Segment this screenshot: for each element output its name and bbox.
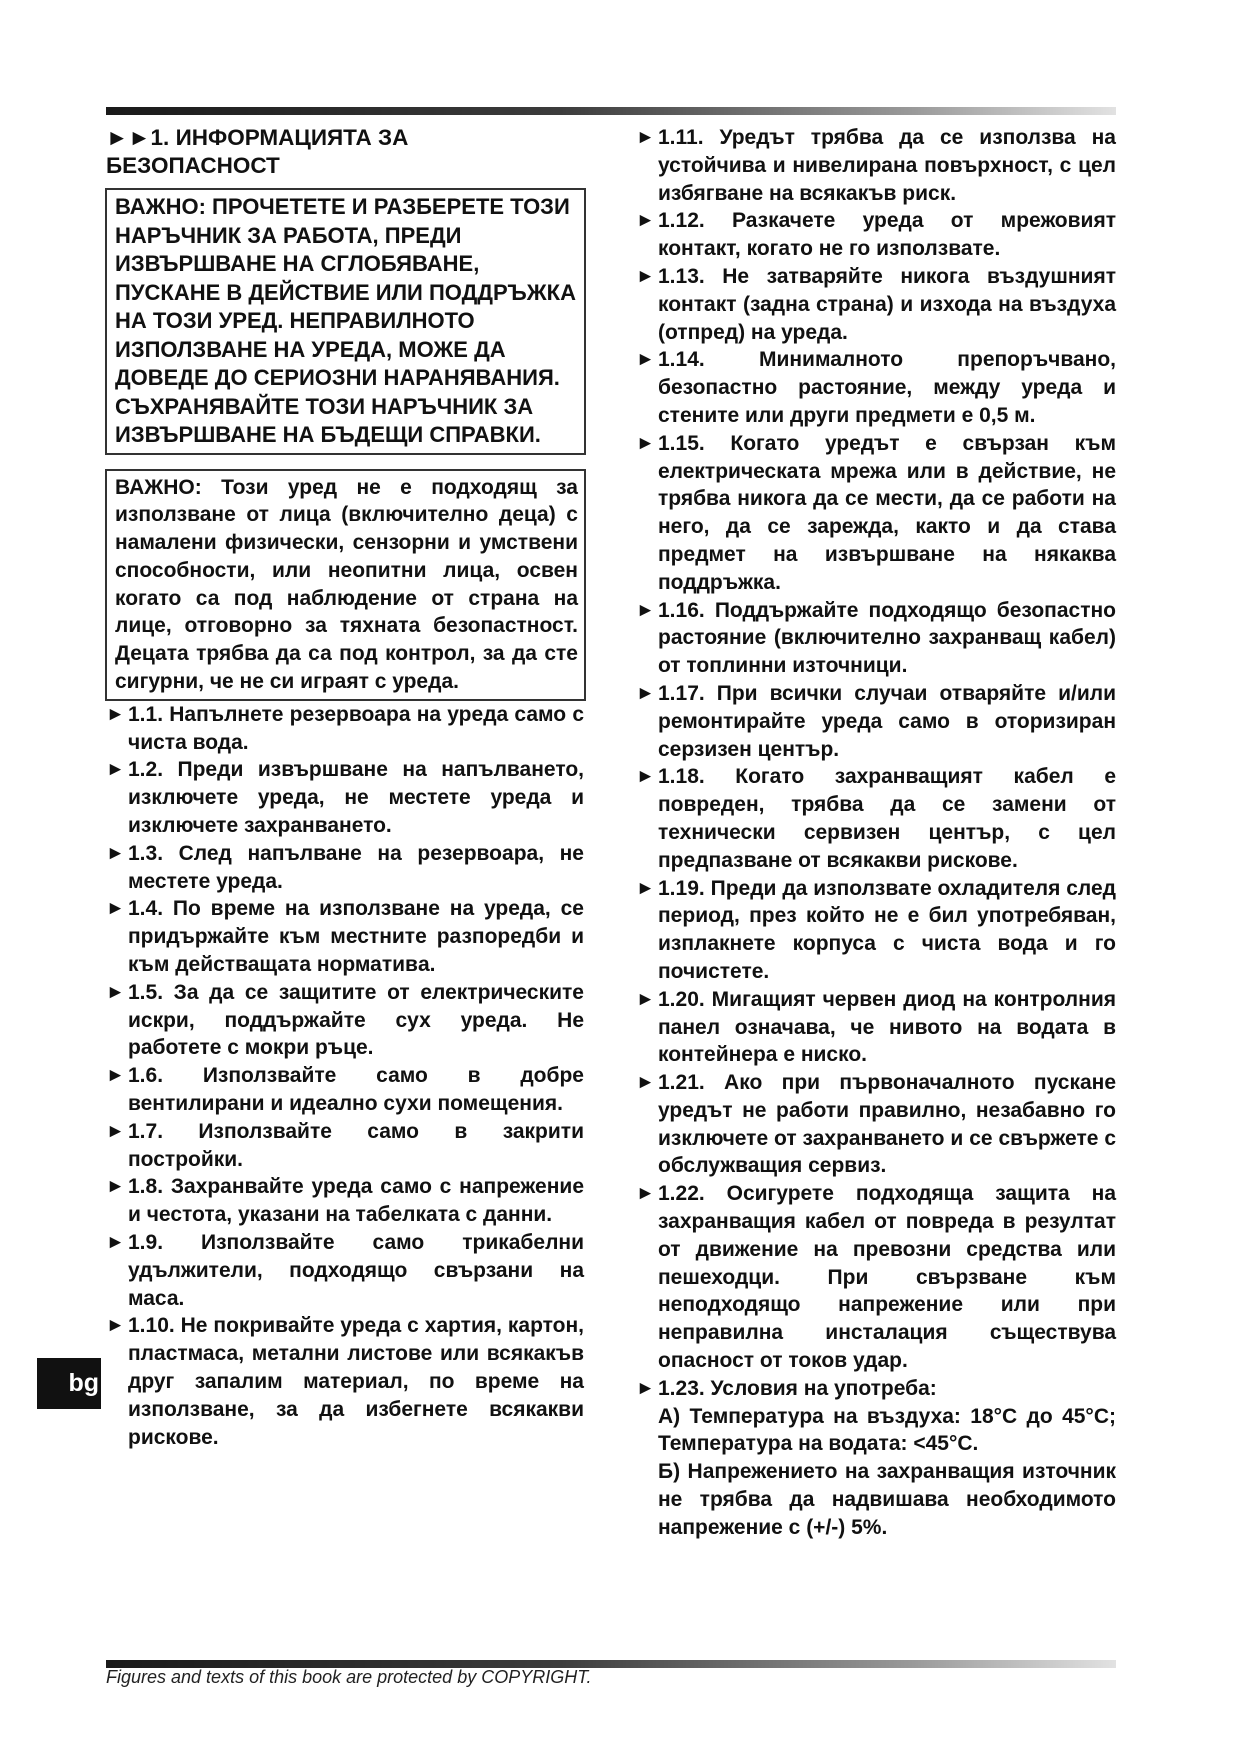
bullet-arrow-icon: ► [636, 432, 655, 454]
bullet-arrow-icon: ► [106, 759, 125, 781]
safety-item-1-4: ► 1.4. По време на използване на уреда, се придържайте към местните разпоредби и към действащата нормативa. [106, 897, 584, 977]
bullet-arrow-icon: ► [106, 898, 125, 920]
bullet-arrow-icon: ► [636, 127, 655, 148]
bullet-arrow-icon: ► [636, 766, 655, 788]
bullet-arrow-icon: ► [636, 682, 655, 704]
safety-item-1-5: ► 1.5. За да се защитите от електрическите искри, поддържайте сух уреда. Не работете с мокри ръце. [106, 980, 584, 1060]
safety-item-1-8: ► 1.8. Захранвайте уреда само с напрежение и честота, указани на табелката с данни. [106, 1175, 584, 1227]
bullet-arrow-icon: ► [636, 599, 655, 621]
safety-item-1-7: ► 1.7. Използвайте само в закрити постройки. [106, 1119, 584, 1171]
safety-item-1-2: ► 1.2. Преди извършване на напълването, изключете уреда, не местете уреда и изключете захранването. [106, 758, 584, 838]
bullet-arrow-icon: ► [636, 877, 655, 899]
safety-item-1-22: ► 1.22. Осигурете подходяща защита на захранващия кабел от повреда в резултат от движение на превозни средства или пешеходци. При свързване към неподходящо напрежение или при неправилна инсталация съществува опасност от токов удар. [636, 1182, 1116, 1373]
notice-box: ВАЖНО: Този уред не е подходящ за използване от лица (включително деца) с намалени физически, сензорни и умствени способности, или неопитни лица, освен когато са под наблюдение от страна на лице, отговорно за тяхната безопастност. Децата трябва да са под контрол, за да сте сигурни, че не си играят с уреда. [105, 469, 586, 701]
bullet-arrow-icon: ► [636, 1183, 655, 1205]
safety-item-1-10: ► 1.10. Не покривайте уреда с хартия, картон, пластмаса, метални листове или всякакъв друг запалим материал, по време на използване, за да избегнете всякакви рискове. [106, 1314, 584, 1449]
safety-item-1-14: ► 1.14. Минималното препоръчвано, безопастно растояние, между уреда и стените или други предмети е 0,5 м. [636, 348, 1116, 427]
bullet-arrow-icon: ► [636, 349, 655, 371]
safety-item-1-3: ► 1.3. След напълване на резервоара, не местете уреда. [106, 841, 584, 893]
warning-box: ВАЖНО: ПРОЧЕТЕТЕ И РАЗБЕРЕТЕ ТОЗИ НАРЪЧНИК ЗА РАБОТА, ПРЕДИ ИЗВЪРШВАНЕ НА СГЛОБЯВАНЕ, ПУСКАНЕ В ДЕЙСТВИЕ ИЛИ ПОДДРЪЖКА НА ТОЗИ УРЕД. НЕПРАВИЛНОТО ИЗПОЛЗВАНЕ НА УРЕДА, МОЖЕ ДА ДОВЕДЕ ДО СЕРИОЗНИ НАРАНЯВАНИЯ. СЪХРАНЯВАЙТЕ ТОЗИ НАРЪЧНИК ЗА ИЗВЪРШВАНЕ НА БЪДЕЩИ СПРАВКИ. [105, 188, 586, 455]
bullet-arrow-icon: ► [106, 981, 125, 1003]
heading-title: 1. ИНФОРМАЦИЯТА ЗА БЕЗОПАСНОСТ [106, 125, 409, 178]
bullet-arrow-icon: ► [106, 1176, 125, 1198]
bullet-arrow-icon: ► [636, 265, 655, 287]
safety-item-1-1: ► 1.1. Напълнете резервоара на уреда само с чиста вода. [106, 702, 584, 754]
heading-markers: ►► [106, 125, 151, 150]
usage-condition-b: Б) Напрежението на захранващия източник не трябва да надвишава необходимото напрежение с (+/-) 5%. [658, 1460, 1116, 1539]
usage-condition-a: А) Температура на въздуха: 18°C до 45°C; Температура на водата: <45°C. [658, 1404, 1116, 1456]
bullet-arrow-icon: ► [106, 1120, 125, 1142]
safety-item-1-11: ► 1.11. Уредът трябва да се използва на устойчива и нивелирана повърхност, с цел избягване на всякакъв риск. [636, 126, 1116, 205]
bullet-arrow-icon: ► [106, 1232, 125, 1254]
bullet-arrow-icon: ► [636, 988, 655, 1010]
safety-item-1-20: ► 1.20. Мигащият червен диод на контролния панел означава, че нивото на водата в контейнера е ниско. [636, 987, 1116, 1067]
bullet-arrow-icon: ► [106, 1065, 125, 1087]
safety-item-1-9: ► 1.9. Използвайте само трикабелни удължители, подходящо свързани на маса. [106, 1231, 584, 1310]
safety-item-1-17: ► 1.17. При всички случаи отваряйте и/или ремонтирайте уреда само в оторизиран серзизен център. [636, 681, 1116, 761]
bullet-arrow-icon: ► [636, 1072, 655, 1094]
safety-item-1-15: ► 1.15. Когато уредът е свързан към електрическата мрежа или в действие, не трябва никога да се мести, да се работи на него, да се зарежда, както и да става предмет на извършване на някаква поддръжка. [636, 431, 1116, 594]
safety-item-1-6: ► 1.6. Използвайте само в добре вентилирани и идеално сухи помещения. [106, 1064, 584, 1116]
bullet-arrow-icon: ► [636, 210, 655, 232]
safety-item-1-18: ► 1.18. Когато захранващият кабел е повреден, трябва да се замени от технически сервизен център, с цел предпазване от всякакви рискове. [636, 765, 1116, 872]
bullet-arrow-icon: ► [636, 1377, 655, 1399]
safety-item-1-13: ► 1.13. Не затваряйте никога въздушният контакт (задна страна) и изхода на въздуха (отпред) на уреда. [636, 264, 1116, 344]
safety-item-1-23: ► 1.23. Условия на употреба: [636, 1375, 1116, 1403]
bullet-arrow-icon: ► [106, 842, 125, 864]
bullet-arrow-icon: ► [106, 703, 125, 725]
safety-item-1-16: ► 1.16. Поддържайте подходящо безопастно растояние (включително захранващ кабел) от топлинни източници. [636, 598, 1116, 678]
safety-item-1-19: ► 1.19. Преди да използвате охладителя след период, през който не е бил употребяван, изплакнете корпуса с чиста вода и го почистете. [636, 876, 1116, 983]
section-heading [106, 124, 584, 180]
left-column [106, 124, 584, 1451]
bullet-arrow-icon: ► [106, 1315, 125, 1337]
language-tab: bg [37, 1358, 101, 1409]
safety-item-1-21: ► 1.21. Ако при първоначалното пускане уредът не работи правилно, незабавно го изключете от захранването и се свържете с обслужващия сервиз. [636, 1071, 1116, 1178]
right-column [636, 124, 1116, 1542]
safety-item-1-12: ► 1.12. Разкачете уреда от мрежовият контакт, когато не го използвате. [636, 209, 1116, 261]
copyright-footer: Figures and texts of this book are protected by COPYRIGHT. [106, 1667, 592, 1687]
top-rule [106, 107, 1116, 115]
